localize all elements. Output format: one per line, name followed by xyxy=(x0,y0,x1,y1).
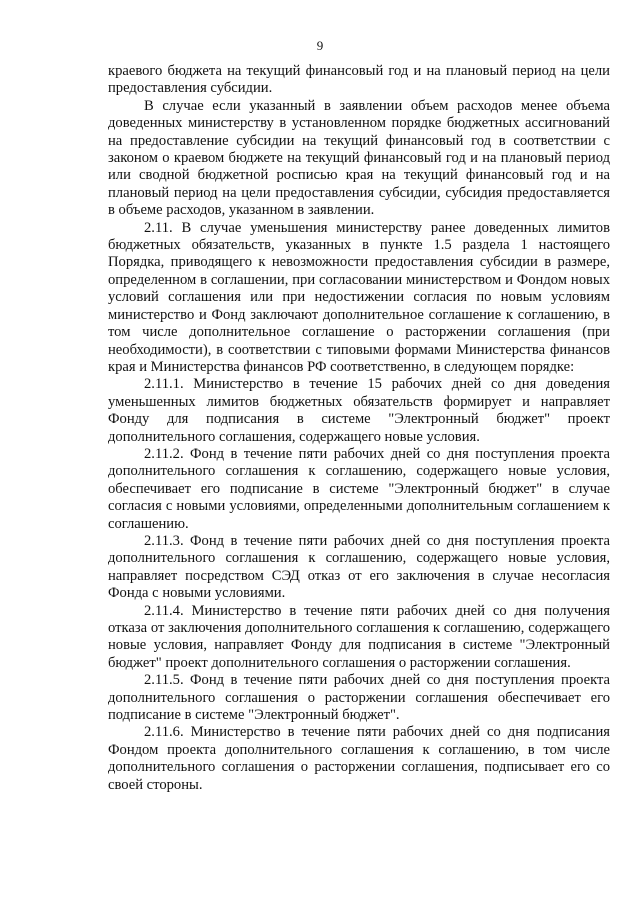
paragraph-2-11-4: 2.11.4. Министерство в течение пяти рабочих дней со дня получения отказа от заключения дополнительного соглашения к соглашению, содержащего новые условия, направляет Фонду для подписания в системе "Электронный бюджет" проект дополнительного соглашения о расторжении соглашения. xyxy=(108,602,610,671)
page-number: 9 xyxy=(316,38,324,53)
paragraph-2-11: 2.11. В случае уменьшения министерству ранее доведенных лимитов бюджетных обязательств, указанных в пункте 1.5 раздела 1 настоящего Порядка, приводящего к невозможности предоставления субсидии в размере, определенном в соглашении, при согласовании министерством и Фондом новых условий соглашения или при недостижении согласия по новым условиям министерство и Фонд заключают дополнительное соглашение к соглашению, в том числе дополнительное соглашение о расторжении соглашения (при необходимости), в соответствии с типовыми формами Министерства финансов края и Министерства финансов РФ соответственно, в следующем порядке: xyxy=(108,219,610,375)
paragraph-2-11-2: 2.11.2. Фонд в течение пяти рабочих дней со дня поступления проекта дополнительного соглашения к соглашению, содержащего новые условия, обеспечивает его подписание в системе "Электронный бюджет" в случае согласия с новыми условиями, определенными дополнительным соглашением к соглашению. xyxy=(108,445,610,532)
paragraph-2-11-6: 2.11.6. Министерство в течение пяти рабочих дней со дня подписания Фондом проекта дополнительного соглашения к соглашению, в том числе дополнительного соглашения о расторжении соглашения, подписывает его со своей стороны. xyxy=(108,724,610,793)
paragraph-2-11-5: 2.11.5. Фонд в течение пяти рабочих дней со дня поступления проекта дополнительного соглашения о расторжении соглашения обеспечивает его подписание в системе "Электронный бюджет". xyxy=(108,672,610,724)
paragraph-continuation: краевого бюджета на текущий финансовый год и на плановый период на цели предоставления субсидии. xyxy=(108,63,610,97)
paragraph-2-11-3: 2.11.3. Фонд в течение пяти рабочих дней со дня поступления проекта дополнительного соглашения к соглашению, содержащего новые условия, направляет посредством СЭД отказ от его заключения в случае несогласия Фонда с новыми условиями. xyxy=(108,532,610,602)
paragraph-2-11-1: 2.11.1. Министерство в течение 15 рабочих дней со дня доведения уменьшенных лимитов бюджетных обязательств формирует и направляет Фонду для подписания в системе "Электронный бюджет" проект дополнительного соглашения, содержащего новые условия. xyxy=(108,376,610,445)
document-body xyxy=(108,63,610,794)
paragraph-subsidy-amount: В случае если указанный в заявлении объем расходов менее объема доведенных министерству в установленном порядке бюджетных ассигнований на предоставление субсидии на текущий финансовый год в соответствии с законом о краевом бюджете на текущий финансовый год и на плановый период или сводной бюджетной росписью края на текущий финансовый год и на плановый период на цели предоставления субсидии, субсидия предоставляется в объеме расходов, указанном в заявлении. xyxy=(108,97,610,219)
